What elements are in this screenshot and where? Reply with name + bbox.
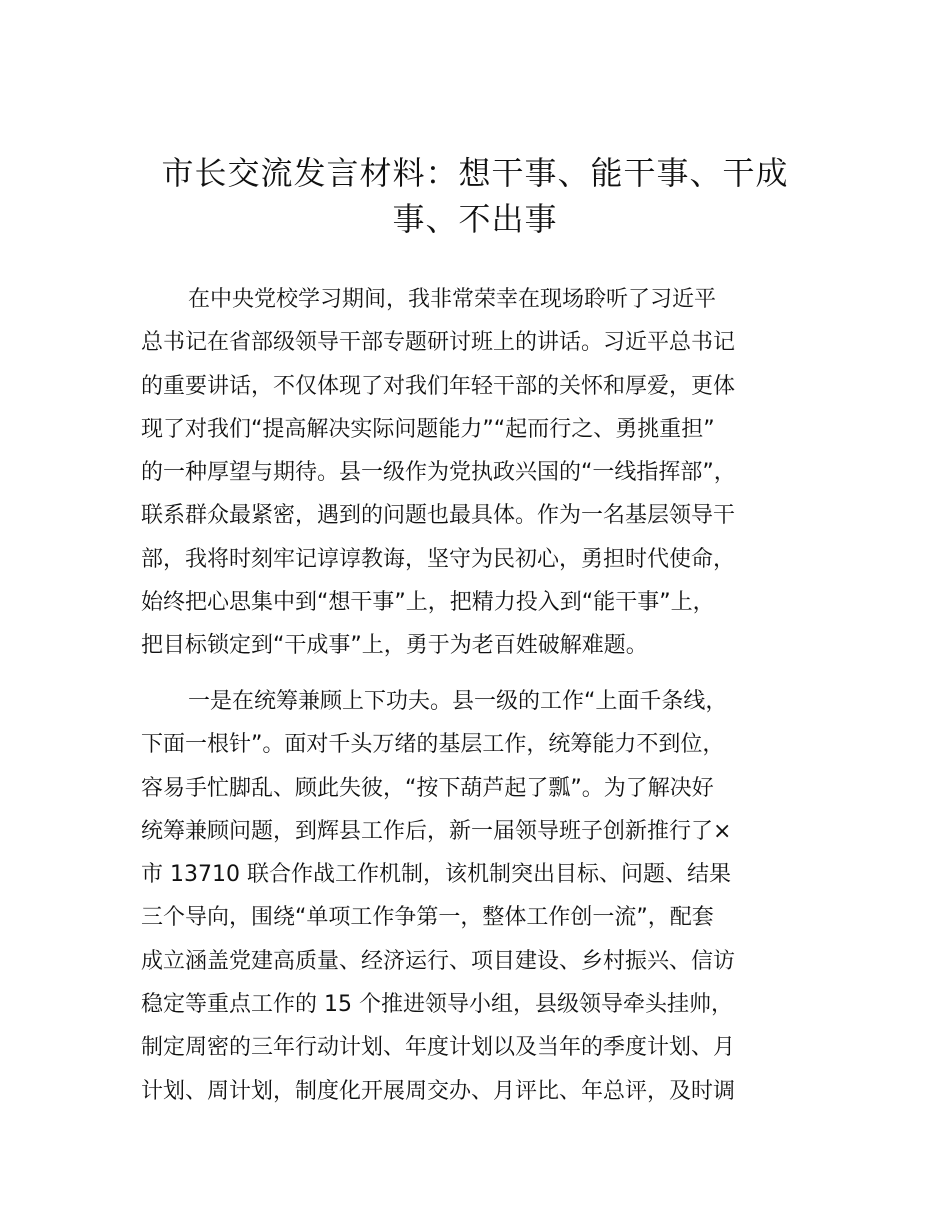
title-line: 市长交流发言材料：想干事、能干事、干成 [161, 154, 789, 192]
paragraph-line: 现了对我们“提高解决实际问题能力”“起而行之、勇挑重担” [141, 416, 715, 442]
paragraph-line: 始终把心思集中到“想干事”上，把精力投入到“能干事”上， [141, 590, 715, 616]
paragraph-line: 计划、周计划，制度化开展周交办、月评比、年总评，及时调 [141, 1078, 736, 1104]
paragraph-line: 成立涵盖党建高质量、经济运行、项目建设、乡村振兴、信访 [141, 948, 736, 974]
paragraph-line: 的重要讲话，不仅体现了对我们年轻干部的关怀和厚爱，更体 [141, 373, 736, 399]
paragraph-line: 制定周密的三年行动计划、年度计划以及当年的季度计划、月 [141, 1035, 736, 1061]
title-line: 事、不出事 [392, 200, 558, 238]
document-title [140, 150, 810, 242]
paragraph-line: 三个导向，围绕“单项工作争第一，整体工作创一流”，配套 [141, 905, 714, 931]
paragraph-section-one [141, 680, 841, 1113]
paragraph-line: 容易手忙脚乱、顾此失彼，“按下葫芦起了瓢”。为了解决好 [141, 775, 714, 801]
paragraph-line: 的一种厚望与期待。县一级作为党执政兴国的“一线指挥部”， [141, 460, 736, 486]
paragraph-line: 把目标锁定到“干成事”上，勇于为老百姓破解难题。 [141, 633, 648, 659]
paragraph-line: 联系群众最紧密，遇到的问题也最具体。作为一名基层领导干 [141, 503, 736, 529]
paragraph-line: 总书记在省部级领导干部专题研讨班上的讲话。习近平总书记 [141, 330, 736, 356]
paragraph-intro [141, 278, 841, 668]
paragraph-line: 在中央党校学习期间，我非常荣幸在现场聆听了习近平 [188, 287, 717, 312]
paragraph-line: 部，我将时刻牢记谆谆教诲，坚守为民初心，勇担时代使命， [141, 546, 736, 572]
paragraph-line: 稳定等重点工作的 15 个推进领导小组，县级领导牵头挂帅， [141, 992, 733, 1018]
paragraph-line: 一是在统筹兼顾上下功夫。县一级的工作“上面千条线， [188, 689, 728, 714]
paragraph-line: 下面一根针”。面对千头万绪的基层工作，统筹能力不到位， [141, 732, 725, 758]
paragraph-line: 统筹兼顾问题，到辉县工作后，新一届领导班子创新推行了× [141, 818, 732, 844]
paragraph-line: 市 13710 联合作战工作机制，该机制突出目标、问题、结果 [141, 862, 731, 888]
